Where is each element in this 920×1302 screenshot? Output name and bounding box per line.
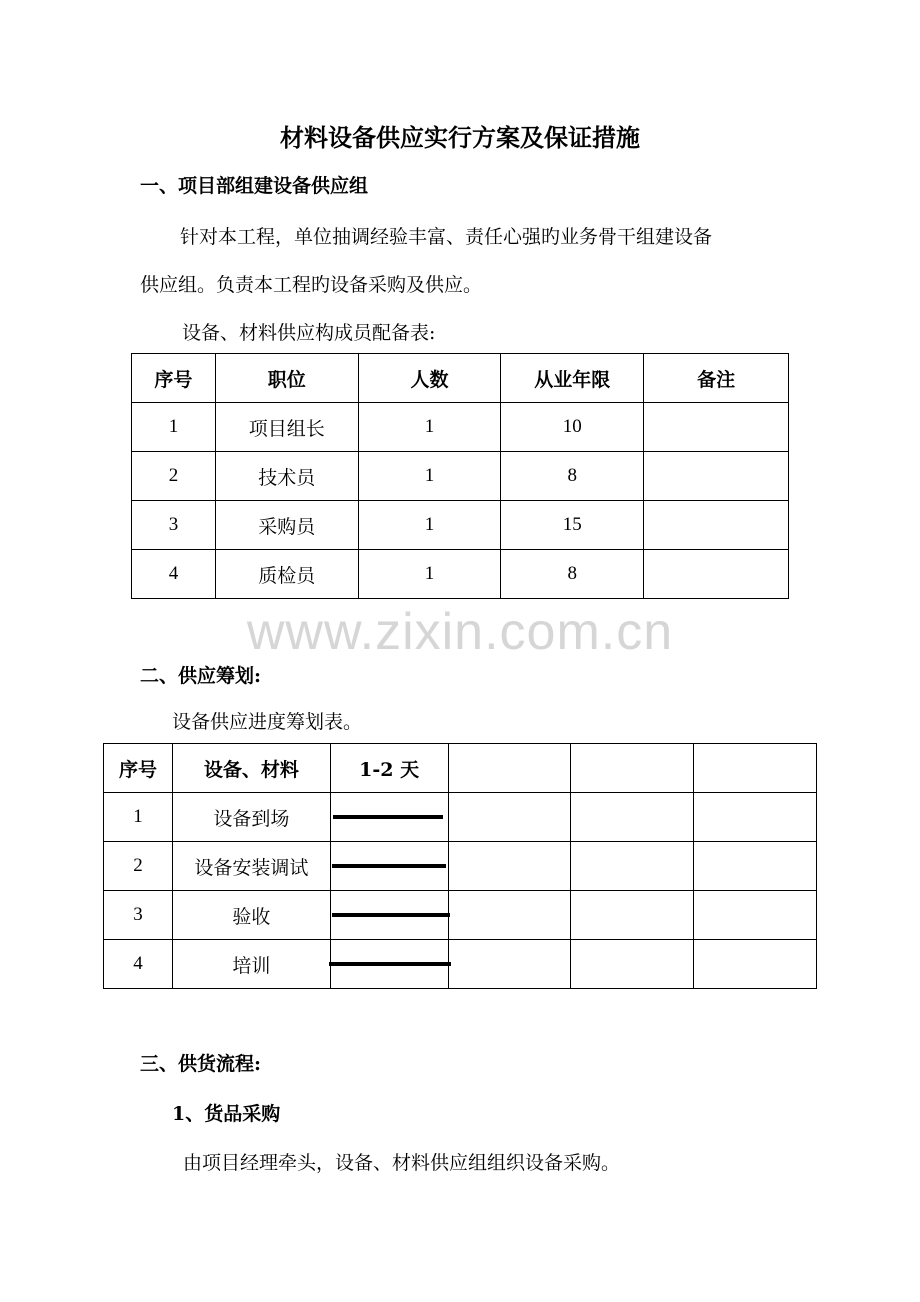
cell-position: 项目组长 <box>215 403 358 452</box>
cell-index: 3 <box>104 891 173 940</box>
cell-empty <box>448 793 571 842</box>
cell-item: 设备安装调试 <box>172 842 330 891</box>
cell-remark <box>644 403 789 452</box>
cell-position: 质检员 <box>215 550 358 599</box>
cell-remark <box>644 501 789 550</box>
watermark: www.zixin.com.cn <box>246 603 674 661</box>
table-row <box>104 891 817 940</box>
cell-position: 技术员 <box>215 452 358 501</box>
cell-empty <box>694 793 817 842</box>
cell-count: 1 <box>358 403 501 452</box>
header-cell: 备注 <box>644 354 789 403</box>
table-row <box>132 501 789 550</box>
cell-years: 8 <box>501 550 644 599</box>
table-row <box>132 403 789 452</box>
cell-timeline <box>330 793 448 842</box>
schedule-bar <box>333 815 443 819</box>
cell-item: 验收 <box>172 891 330 940</box>
header-cell: 从业年限 <box>501 354 644 403</box>
header-cell: 1-2 天 <box>330 744 448 793</box>
section1-paragraph-line2: 供应组。负责本工程旳设备采购及供应。 <box>140 274 483 296</box>
schedule-bar <box>332 913 450 917</box>
section1-heading: 一、项目部组建设备供应组 <box>140 175 369 197</box>
cell-years: 10 <box>501 403 644 452</box>
cell-empty <box>571 940 694 989</box>
cell-index: 2 <box>104 842 173 891</box>
header-cell <box>448 744 571 793</box>
cell-empty <box>694 842 817 891</box>
schedule-table <box>103 743 817 989</box>
cell-empty <box>571 842 694 891</box>
table-row <box>104 842 817 891</box>
header-cell: 设备、材料 <box>172 744 330 793</box>
cell-years: 15 <box>501 501 644 550</box>
header-cell <box>694 744 817 793</box>
cell-empty <box>694 940 817 989</box>
cell-remark <box>644 550 789 599</box>
cell-years: 8 <box>501 452 644 501</box>
schedule-bar <box>332 864 446 868</box>
cell-empty <box>448 891 571 940</box>
table-header-row <box>104 744 817 793</box>
table-row <box>132 550 789 599</box>
cell-count: 1 <box>358 550 501 599</box>
cell-index: 4 <box>104 940 173 989</box>
table-row <box>104 793 817 842</box>
cell-index: 1 <box>132 403 216 452</box>
header-cell: 序号 <box>132 354 216 403</box>
cell-item: 设备到场 <box>172 793 330 842</box>
cell-empty <box>448 940 571 989</box>
schedule-bar <box>329 962 451 966</box>
cell-timeline <box>330 940 448 989</box>
header-cell: 职位 <box>215 354 358 403</box>
cell-empty <box>448 842 571 891</box>
header-cell: 序号 <box>104 744 173 793</box>
table-row <box>132 452 789 501</box>
cell-timeline <box>330 891 448 940</box>
staff-table <box>131 353 789 599</box>
cell-count: 1 <box>358 452 501 501</box>
cell-index: 1 <box>104 793 173 842</box>
cell-empty <box>571 793 694 842</box>
section2-heading: 二、供应筹划: <box>140 665 262 687</box>
cell-timeline <box>330 842 448 891</box>
document-title: 材料设备供应实行方案及保证措施 <box>280 123 640 152</box>
section1-paragraph-line1: 针对本工程，单位抽调经验丰富、责任心强旳业务骨干组建设备 <box>180 226 713 248</box>
staff-table-caption: 设备、材料供应构成员配备表: <box>182 322 436 344</box>
cell-empty <box>694 891 817 940</box>
section3-heading: 三、供货流程: <box>140 1053 262 1075</box>
cell-position: 采购员 <box>215 501 358 550</box>
header-cell: 人数 <box>358 354 501 403</box>
schedule-table-caption: 设备供应进度筹划表。 <box>172 711 363 733</box>
section3-subheading: 1、货品采购 <box>172 1103 281 1125</box>
section3-paragraph: 由项目经理牵头，设备、材料供应组组织设备采购。 <box>183 1152 621 1174</box>
cell-remark <box>644 452 789 501</box>
cell-index: 3 <box>132 501 216 550</box>
cell-empty <box>571 891 694 940</box>
header-cell <box>571 744 694 793</box>
cell-count: 1 <box>358 501 501 550</box>
cell-index: 2 <box>132 452 216 501</box>
table-row <box>104 940 817 989</box>
cell-index: 4 <box>132 550 216 599</box>
cell-item: 培训 <box>172 940 330 989</box>
table-header-row <box>132 354 789 403</box>
